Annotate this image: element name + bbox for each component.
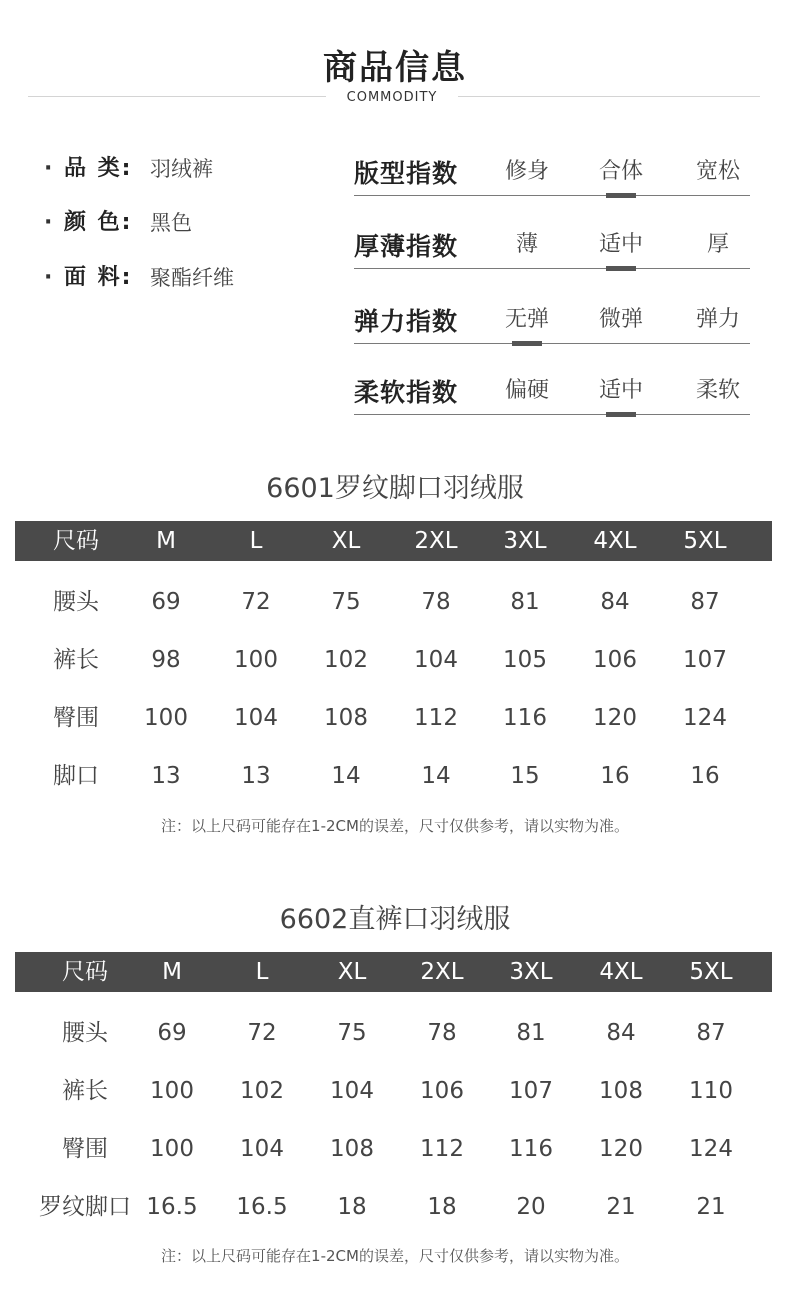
index-row: [354, 219, 750, 271]
index-selected-marker: [606, 193, 636, 198]
table-cell: 84: [606, 1020, 636, 1046]
table-header-cell: 4XL: [593, 528, 637, 554]
table-header-cell: 尺码: [62, 959, 108, 985]
table-cell: 120: [593, 705, 637, 731]
table-cell: 120: [599, 1136, 643, 1162]
table-cell: 124: [683, 705, 727, 731]
size-table-6601: [15, 521, 772, 789]
table-cell: 105: [503, 647, 547, 673]
table-row: [15, 1120, 772, 1178]
index-option: 偏硬: [504, 378, 549, 403]
index-option: 合体: [598, 159, 643, 184]
table-cell: 16: [690, 763, 720, 789]
table-cell: 108: [324, 705, 368, 731]
table-header-cell: 4XL: [599, 959, 643, 985]
table-cell: 14: [331, 763, 361, 789]
table-cell: 87: [696, 1020, 726, 1046]
index-option: 修身: [504, 159, 549, 184]
index-option: 弹力: [695, 307, 740, 332]
table-row: [15, 631, 772, 689]
size-note: 注：以上尺码可能存在1-2CM的误差，尺寸仅供参考，请以实物为准。: [161, 1247, 629, 1265]
table-cell: 13: [151, 763, 181, 789]
table-cell: 106: [420, 1078, 464, 1104]
table-cell: 100: [144, 705, 188, 731]
bullet-icon: ·: [44, 265, 53, 290]
attribute-label: 颜 色:: [64, 210, 133, 235]
row-label: 臀围: [62, 1136, 108, 1162]
table-row: [15, 689, 772, 747]
table-cell: 108: [599, 1078, 643, 1104]
table-cell: 78: [427, 1020, 457, 1046]
table-row: [15, 1178, 772, 1236]
table-cell: 18: [427, 1194, 457, 1220]
table-row: [15, 573, 772, 631]
row-label: 腰头: [62, 1020, 108, 1046]
table-cell: 104: [330, 1078, 374, 1104]
table-row: [15, 1004, 772, 1062]
table-cell: 69: [157, 1020, 187, 1046]
index-option: 宽松: [695, 159, 740, 184]
row-label: 罗纹脚口: [39, 1194, 131, 1220]
table-header-cell: 5XL: [689, 959, 733, 985]
table-header-cell: 3XL: [503, 528, 547, 554]
table-header-cell: 5XL: [683, 528, 727, 554]
table-cell: 69: [151, 589, 181, 615]
index-baseline: [354, 195, 750, 196]
index-row: [354, 294, 750, 346]
row-label: 裤长: [53, 647, 99, 673]
table-header-cell: 3XL: [509, 959, 553, 985]
table-cell: 21: [696, 1194, 726, 1220]
attribute-value: 聚酯纤维: [150, 266, 234, 290]
table-cell: 102: [324, 647, 368, 673]
table-cell: 116: [509, 1136, 553, 1162]
index-baseline: [354, 414, 750, 415]
index-selected-marker: [512, 341, 542, 346]
table-header-cell: XL: [331, 528, 361, 554]
index-option: 微弹: [598, 307, 643, 332]
attribute-value: 羽绒裤: [150, 157, 213, 181]
table-cell: 20: [516, 1194, 546, 1220]
table-cell: 13: [241, 763, 271, 789]
index-name: 版型指数: [354, 159, 459, 188]
table-cell: 104: [234, 705, 278, 731]
table-cell: 16.5: [236, 1194, 288, 1220]
index-row: [354, 146, 750, 198]
table-header-cell: XL: [337, 959, 367, 985]
table-header-cell: 尺码: [53, 528, 99, 554]
table-header-row: [15, 952, 772, 992]
index-selected-marker: [606, 266, 636, 271]
table-cell: 72: [247, 1020, 277, 1046]
table-cell: 84: [600, 589, 630, 615]
index-option: 适中: [598, 378, 643, 403]
title-divider-right: [458, 96, 760, 97]
table-cell: 107: [509, 1078, 553, 1104]
attribute-value: 黑色: [150, 211, 192, 235]
table-row: [15, 1062, 772, 1120]
table-cell: 106: [593, 647, 637, 673]
table-cell: 107: [683, 647, 727, 673]
table-cell: 116: [503, 705, 547, 731]
attribute-category: [44, 152, 324, 186]
row-label: 腰头: [53, 589, 99, 615]
table-header-cell: L: [249, 528, 263, 554]
table-cell: 100: [234, 647, 278, 673]
table-header-row: [15, 521, 772, 561]
table-header-cell: 2XL: [414, 528, 458, 554]
table-cell: 75: [337, 1020, 367, 1046]
table-cell: 102: [240, 1078, 284, 1104]
section-header: [0, 0, 790, 120]
index-option: 薄: [515, 232, 538, 257]
attribute-fabric: [44, 261, 324, 295]
table-header-cell: M: [156, 528, 176, 554]
table-header-cell: 2XL: [420, 959, 464, 985]
attribute-label: 品 类:: [64, 156, 133, 181]
table-cell: 104: [240, 1136, 284, 1162]
table-cell: 16: [600, 763, 630, 789]
index-name: 柔软指数: [354, 378, 459, 407]
table-cell: 15: [510, 763, 540, 789]
table-cell: 112: [420, 1136, 464, 1162]
size-note: 注：以上尺码可能存在1-2CM的误差，尺寸仅供参考，请以实物为准。: [161, 817, 629, 835]
index-baseline: [354, 268, 750, 269]
index-name: 厚薄指数: [354, 232, 459, 261]
bullet-icon: ·: [44, 156, 53, 181]
table-title: 6601罗纹脚口羽绒服: [266, 473, 524, 504]
index-baseline: [354, 343, 750, 344]
table-header-cell: M: [162, 959, 182, 985]
index-option: 无弹: [504, 307, 549, 332]
table-cell: 124: [689, 1136, 733, 1162]
table-cell: 81: [510, 589, 540, 615]
table-cell: 98: [151, 647, 181, 673]
table-cell: 16.5: [146, 1194, 198, 1220]
table-cell: 87: [690, 589, 720, 615]
index-option: 厚: [706, 232, 729, 257]
index-row: [354, 365, 750, 417]
table-cell: 72: [241, 589, 271, 615]
table-title: 6602直裤口羽绒服: [279, 904, 511, 935]
attribute-label: 面 料:: [64, 265, 133, 290]
page-title: 商品信息: [323, 48, 467, 88]
index-selected-marker: [606, 412, 636, 417]
index-name: 弹力指数: [354, 307, 459, 336]
table-cell: 108: [330, 1136, 374, 1162]
table-cell: 14: [421, 763, 451, 789]
table-cell: 78: [421, 589, 451, 615]
table-cell: 112: [414, 705, 458, 731]
table-cell: 75: [331, 589, 361, 615]
table-row: [15, 747, 772, 805]
table-cell: 104: [414, 647, 458, 673]
attribute-color: [44, 206, 324, 240]
page-subtitle: COMMODITY: [346, 90, 438, 105]
table-cell: 21: [606, 1194, 636, 1220]
row-label: 脚口: [53, 763, 99, 789]
index-option: 柔软: [695, 378, 740, 403]
table-cell: 100: [150, 1136, 194, 1162]
table-cell: 18: [337, 1194, 367, 1220]
size-table-6602: [15, 952, 772, 1220]
table-cell: 110: [689, 1078, 733, 1104]
title-divider-left: [28, 96, 326, 97]
bullet-icon: ·: [44, 210, 53, 235]
index-option: 适中: [598, 232, 643, 257]
row-label: 裤长: [62, 1078, 108, 1104]
table-cell: 100: [150, 1078, 194, 1104]
table-cell: 81: [516, 1020, 546, 1046]
row-label: 臀围: [53, 705, 99, 731]
table-header-cell: L: [255, 959, 269, 985]
